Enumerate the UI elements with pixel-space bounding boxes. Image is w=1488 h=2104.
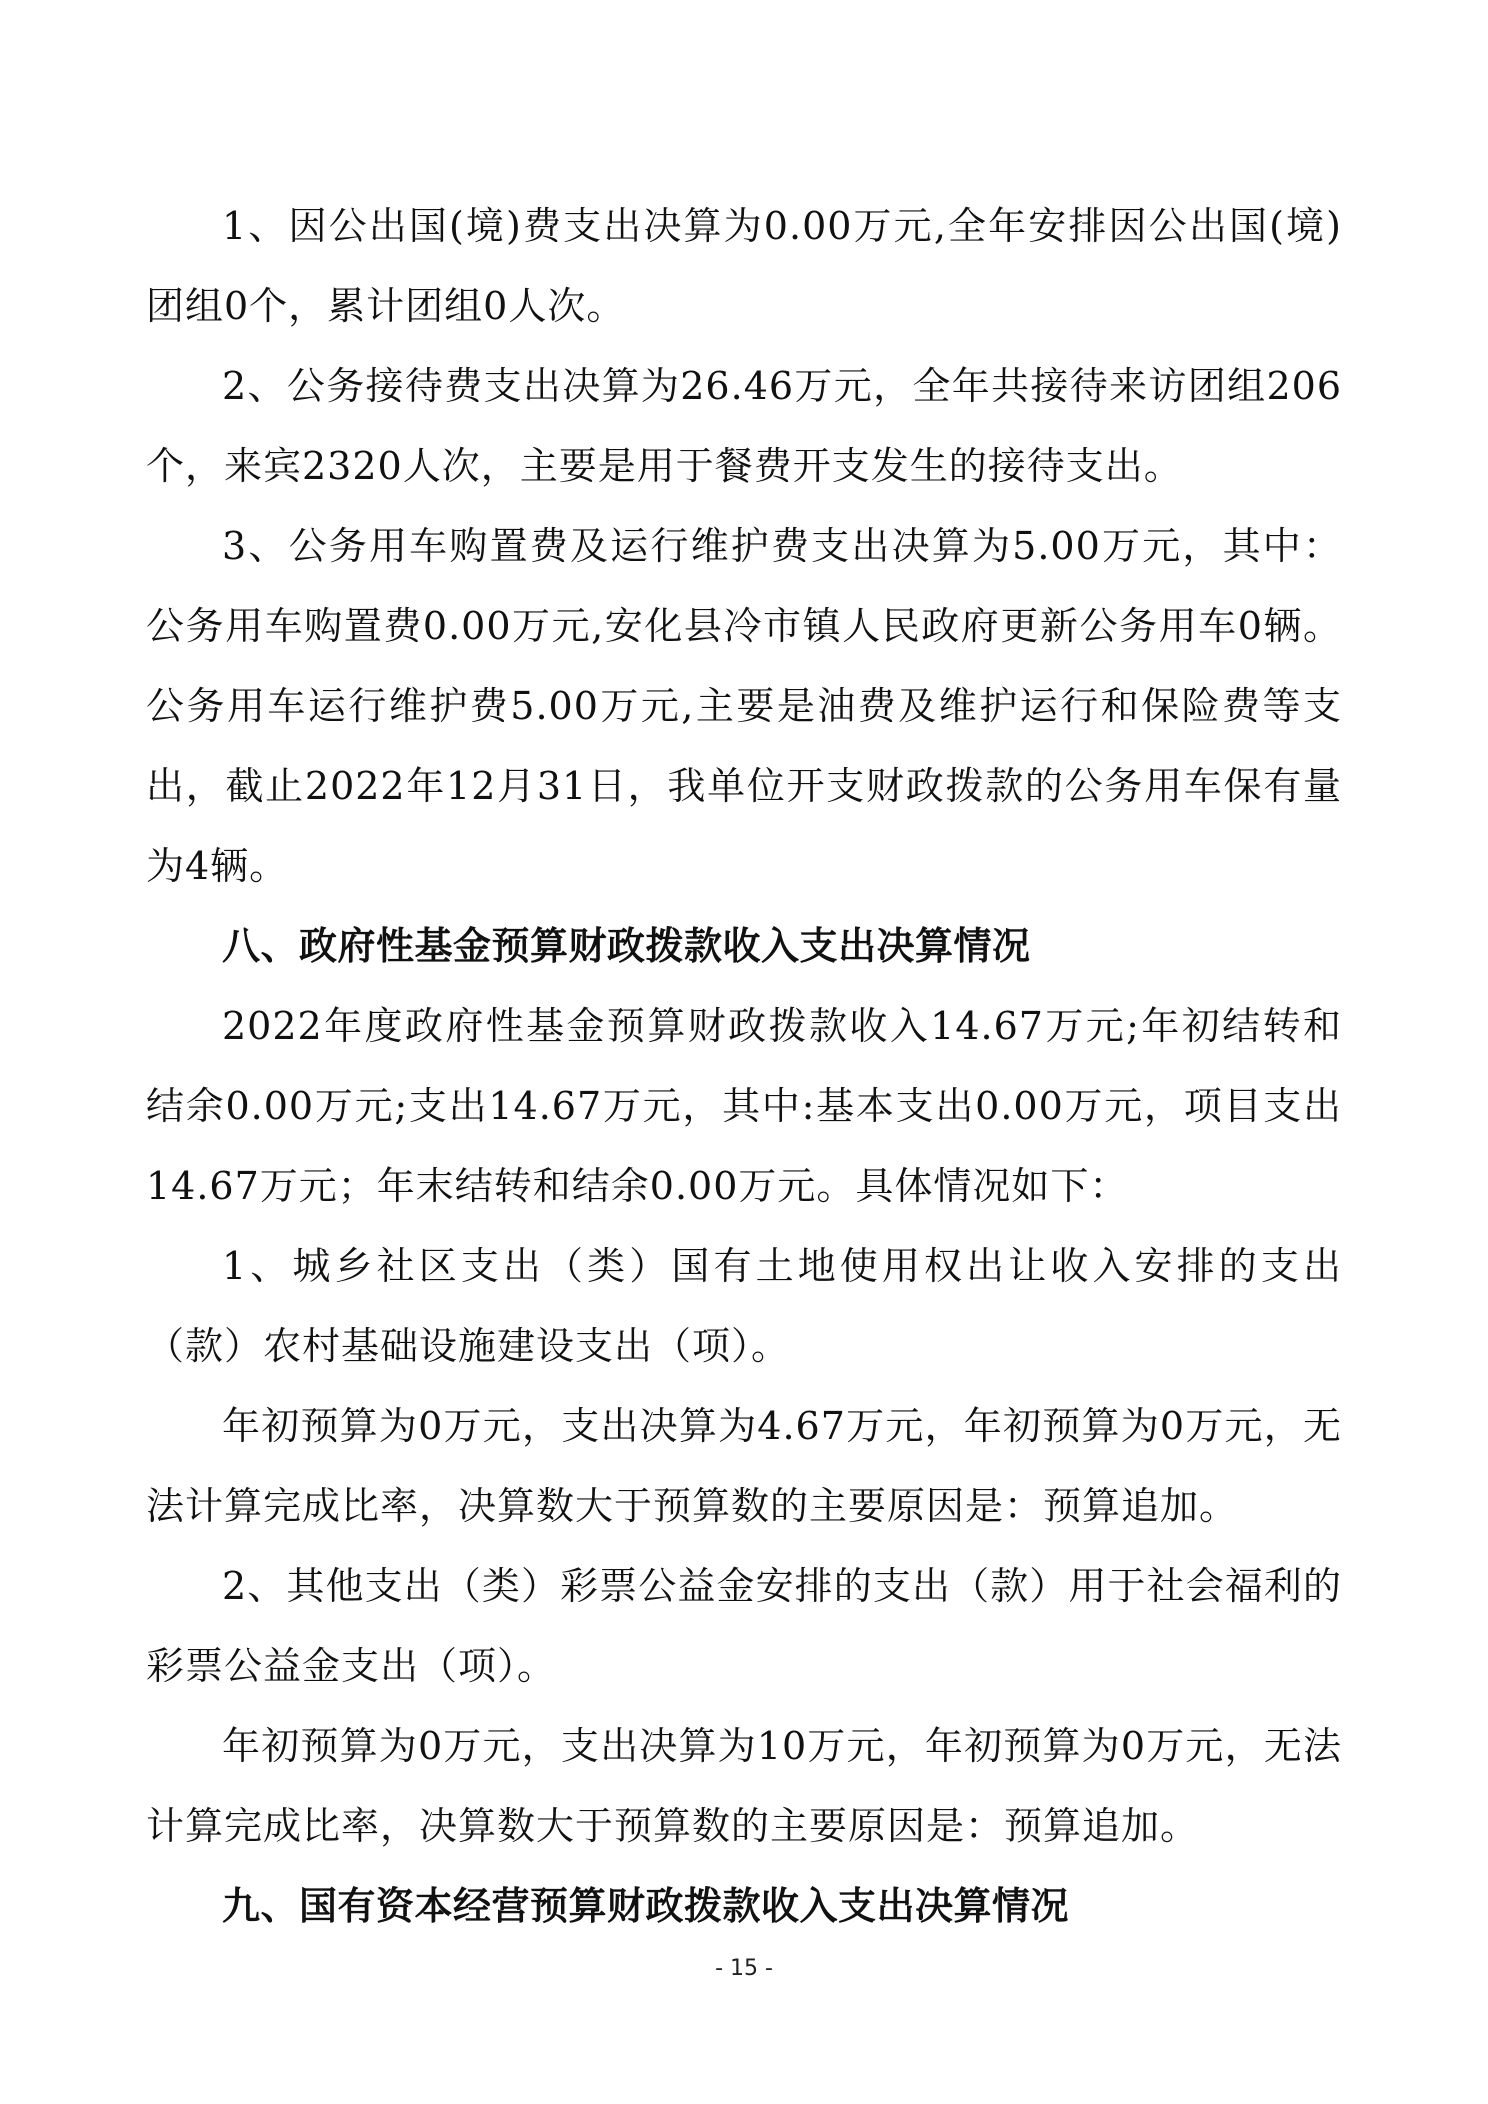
section-heading-government-fund: 八、政府性基金预算财政拨款收入支出决算情况 [222, 924, 1031, 968]
paragraph-urban-rural-budget: 年初预算为0万元，支出决算为4.67万元，年初预算为0万元，无法计算完成比率，决算数大于预算数的主要原因是：预算追加。 [146, 1404, 1342, 1528]
paragraph-overseas-travel-expense: 1、因公出国(境)费支出决算为0.00万元,全年安排因公出国(境)团组0个，累计团组0人次。 [146, 204, 1342, 328]
page-number: - 15 - [715, 1956, 773, 1981]
paragraph-lottery-item: 2、其他支出（类）彩票公益金安排的支出（款）用于社会福利的彩票公益金支出（项）。 [146, 1564, 1342, 1688]
paragraph-vehicle-expense: 3、公务用车购置费及运行维护费支出决算为5.00万元，其中：公务用车购置费0.00万元,安化县冷市镇人民政府更新公务用车0辆。公务用车运行维护费5.00万元,主要是油费及维护运行和保险费等支出，截止2022年12月31日，我单位开支财政拨款的公务用车保有量为4辆。 [146, 524, 1342, 888]
section-heading-state-capital: 九、国有资本经营预算财政拨款收入支出决算情况 [222, 1884, 1070, 1928]
paragraph-lottery-budget: 年初预算为0万元，支出决算为10万元，年初预算为0万元，无法计算完成比率，决算数大于预算数的主要原因是：预算追加。 [146, 1724, 1342, 1848]
paragraph-reception-expense: 2、公务接待费支出决算为26.46万元，全年共接待来访团组206个，来宾2320人次，主要是用于餐费开支发生的接待支出。 [146, 364, 1342, 488]
paragraph-urban-rural-item: 1、城乡社区支出（类）国有土地使用权出让收入安排的支出（款）农村基础设施建设支出（项）。 [146, 1244, 1342, 1368]
paragraph-government-fund-summary: 2022年度政府性基金预算财政拨款收入14.67万元;年初结转和结余0.00万元;支出14.67万元，其中:基本支出0.00万元，项目支出14.67万元；年末结转和结余0.00万元。具体情况如下： [146, 1004, 1342, 1208]
document-body [146, 186, 1342, 1946]
